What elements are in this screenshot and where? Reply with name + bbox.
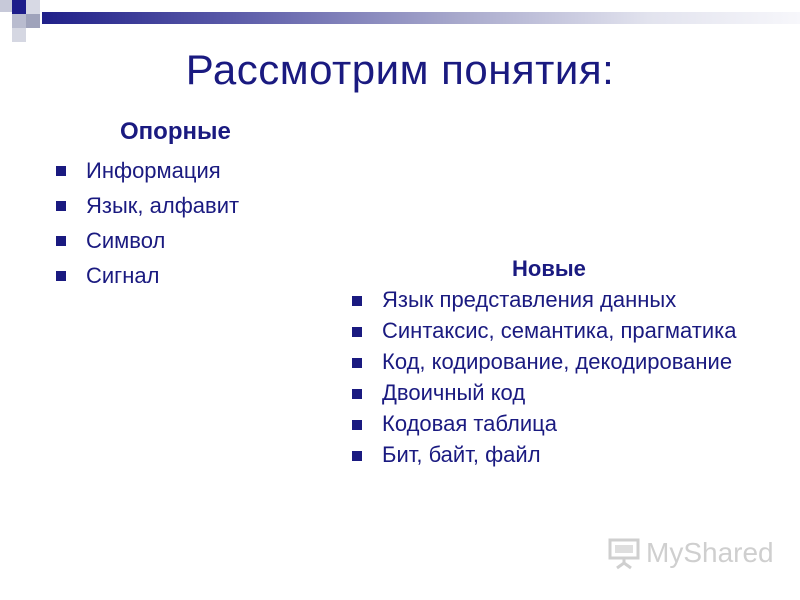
list-item-text: Кодовая таблица <box>382 411 557 436</box>
left-bullet-list <box>56 158 239 298</box>
list-item <box>56 263 239 289</box>
square-bullet-icon <box>352 420 362 430</box>
list-item-text: Информация <box>86 158 221 183</box>
square-bullet-icon <box>352 296 362 306</box>
slide-title: Рассмотрим понятия: <box>185 46 615 93</box>
square-bullet-icon <box>352 451 362 461</box>
decor-square <box>12 14 26 28</box>
square-bullet-icon <box>56 271 66 281</box>
decor-square <box>0 0 12 12</box>
decor-square <box>26 14 40 28</box>
list-item-text: Язык представления данных <box>382 287 677 312</box>
decor-square <box>12 28 26 42</box>
list-item-text: Сигнал <box>86 263 160 288</box>
list-item <box>56 193 239 219</box>
decor-square <box>26 0 40 14</box>
list-item <box>352 381 762 405</box>
list-item <box>56 228 239 254</box>
list-item-text: Бит, байт, файл <box>382 442 541 467</box>
watermark-logo <box>608 536 774 570</box>
list-item-text: Двоичный код <box>382 380 526 405</box>
list-item-text: Синтаксис, семантика, прагматика <box>382 318 737 343</box>
watermark-text: MyShared <box>646 537 774 568</box>
list-item <box>352 443 762 467</box>
list-item <box>352 288 762 312</box>
square-bullet-icon <box>56 236 66 246</box>
decor-square <box>12 0 26 14</box>
square-bullet-icon <box>352 389 362 399</box>
left-column-heading: Опорные <box>120 118 231 145</box>
list-item-text: Код, кодирование, декодирование <box>382 349 733 374</box>
right-bullet-list <box>352 288 762 474</box>
list-item <box>352 350 762 374</box>
list-item-text: Язык, алфавит <box>86 193 240 218</box>
list-item <box>56 158 239 184</box>
square-bullet-icon <box>56 201 66 211</box>
right-column-heading: Новые <box>512 256 586 281</box>
presentation-board-icon <box>608 536 642 570</box>
list-item <box>352 319 762 343</box>
list-item-text: Символ <box>86 228 166 253</box>
list-item <box>352 412 762 436</box>
square-bullet-icon <box>352 358 362 368</box>
square-bullet-icon <box>56 166 66 176</box>
square-bullet-icon <box>352 327 362 337</box>
header-gradient-bar <box>42 12 800 24</box>
